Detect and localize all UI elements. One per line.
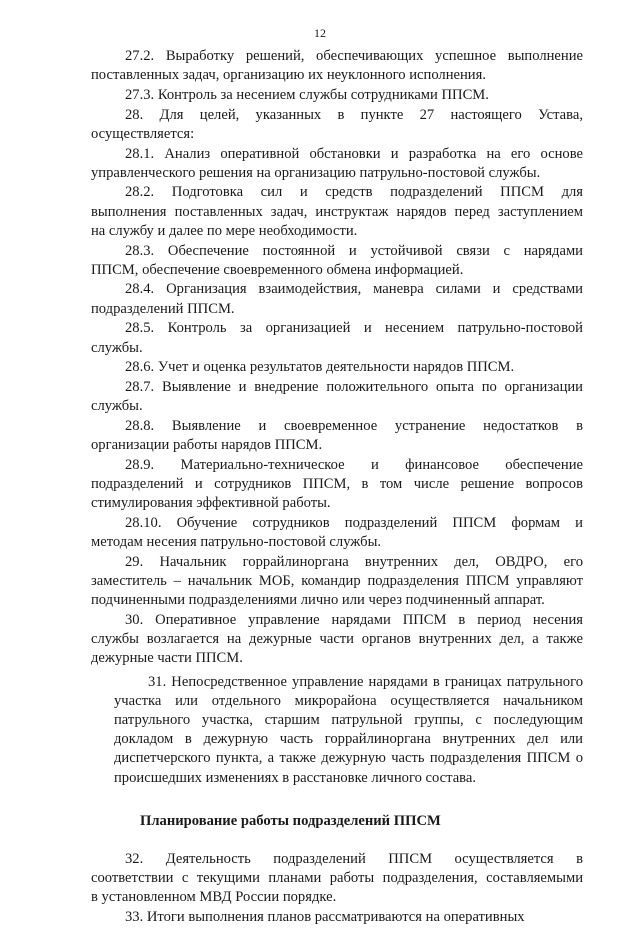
document-body <box>91 47 583 928</box>
text-line: патрульного участка, старшим патрульной группы, с последующим <box>114 711 583 728</box>
paragraphs-block <box>91 47 583 669</box>
paragraph-31 <box>91 673 583 788</box>
text-line: 28.4. Организация взаимодействия, маневра силами и средствами <box>125 281 583 298</box>
text-line: происшедших изменениях в расстановке личного состава. <box>114 769 477 786</box>
text-line: 28.8. Выявление и своевременное устранение недостатков в <box>125 417 583 434</box>
text-line: 28.1. Анализ оперативной обстановки и разработка на его основе <box>125 145 583 162</box>
text-line: 28. Для целей, указанных в пункте 27 настоящего Устава, <box>125 106 583 123</box>
text-line: 27.2. Выработку решений, обеспечивающих успешное выполнение <box>125 48 583 64</box>
text-line: осуществляется: <box>91 125 195 142</box>
paragraph-p28_2 <box>91 183 583 241</box>
text-line: 31. Непосредственное управление нарядами в границах патрульного <box>148 673 583 690</box>
paragraph-p32 <box>91 850 583 908</box>
text-line: 30. Оперативное управление нарядами ППСМ в период несения <box>125 611 583 628</box>
text-line: заместитель – начальник МОБ, командир подразделения ППСМ управляют <box>91 572 583 589</box>
paragraph-p28_10 <box>91 514 583 552</box>
paragraph-p28_4 <box>91 280 583 318</box>
text-line: 28.5. Контроль за организацией и несением патрульно-постовой <box>125 320 583 337</box>
paragraph-p30 <box>91 611 583 669</box>
text-line: 27.3. Контроль за несением службы сотрудниками ППСМ. <box>125 86 489 103</box>
text-line: 33. Итоги выполнения планов рассматриваются на оперативных <box>125 909 525 926</box>
paragraph-p28_9 <box>91 456 583 514</box>
paragraphs-after-heading <box>91 850 583 927</box>
text-line: на службу и далее по мере необходимости. <box>91 222 358 239</box>
text-line: поставленных задач, организацию их неуклонного исполнения. <box>91 67 486 84</box>
paragraph-p29 <box>91 553 583 611</box>
paragraph-p28_7 <box>91 378 583 416</box>
text-line: управленческого решения на организацию патрульно-постовой службы. <box>91 164 541 181</box>
text-line: ППСМ, обеспечение своевременного обмена информацией. <box>91 261 464 278</box>
text-line: 29. Начальник горрайлиноргана внутренних дел, ОВДРО, его <box>125 553 583 570</box>
paragraph-p28 <box>91 106 583 144</box>
paragraph-p28_5 <box>91 319 583 357</box>
text-line: методам несения патрульно-постовой службы. <box>91 534 382 551</box>
paragraph-p28_3 <box>91 242 583 280</box>
text-line: службы. <box>91 339 143 356</box>
paragraph-p27_3 <box>91 86 583 105</box>
text-line: участка или отдельного микрорайона осуществляется начальником <box>114 692 583 709</box>
text-line: организации работы нарядов ППСМ. <box>91 437 323 454</box>
text-line: дежурные части ППСМ. <box>91 650 243 667</box>
text-line: в установленном МВД России порядке. <box>91 889 337 906</box>
section-heading: Планирование работы подразделений ППСМ <box>140 812 441 829</box>
text-line: выполнения поставленных задач, инструктаж нарядов перед заступлением <box>91 203 583 220</box>
text-line: 28.6. Учет и оценка результатов деятельности нарядов ППСМ. <box>125 359 515 376</box>
paragraph-p33 <box>91 908 583 927</box>
text-line: 28.3. Обеспечение постоянной и устойчивой связи с нарядами <box>125 242 583 259</box>
paragraph-p28_8 <box>91 417 583 455</box>
text-line: 28.2. Подготовка сил и средств подразделений ППСМ для <box>125 184 583 201</box>
text-line: стимулирования эффективной работы. <box>91 495 331 512</box>
text-line: подчиненными подразделениями лично или через подчиненный аппарат. <box>91 592 545 609</box>
text-line: подразделений и сотрудников ППСМ, в том числе решение вопросов <box>91 475 583 492</box>
text-line: 28.10. Обучение сотрудников подразделений ППСМ формам и <box>125 514 583 531</box>
text-line: диспетчерского пункта, а также дежурную часть подразделения ППСМ о <box>114 750 583 767</box>
paragraph-p27_2 <box>91 47 583 85</box>
text-line: службы. <box>91 398 143 415</box>
paragraph-p28_1 <box>91 145 583 183</box>
text-line: службы возлагается на дежурные части органов внутренних дел, а также <box>91 631 583 648</box>
paragraph-p28_6 <box>91 358 583 377</box>
text-line: подразделений ППСМ. <box>91 300 235 317</box>
page-number: 12 <box>314 26 326 40</box>
text-line: 32. Деятельность подразделений ППСМ осуществляется в <box>125 850 583 867</box>
text-line: 28.7. Выявление и внедрение положительного опыта по организации <box>125 378 583 395</box>
text-line: докладом в дежурную часть горрайлиноргана внутренних дел или <box>114 731 583 748</box>
text-line: соответствии с текущими планами работы подразделения, составляемыми <box>91 870 583 887</box>
text-line: 28.9. Материально-техническое и финансовое обеспечение <box>125 456 583 473</box>
